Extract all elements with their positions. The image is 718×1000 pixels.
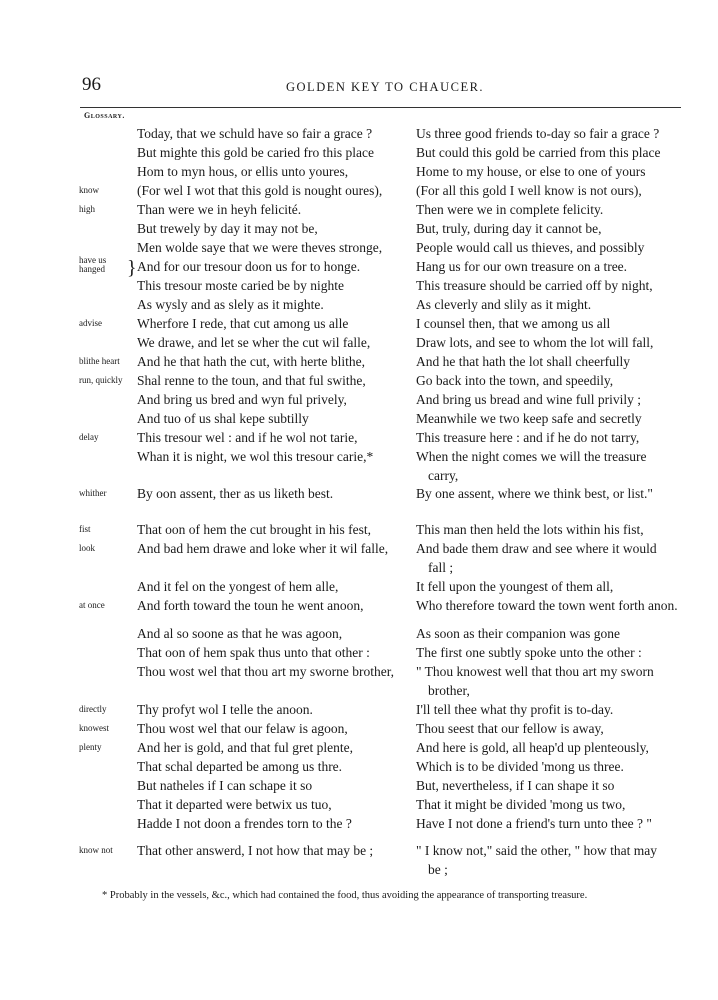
verse-row	[0, 579, 718, 597]
verse-row	[0, 354, 718, 372]
original-verse-line: Whan it is night, we wol this tresour carie,*	[137, 449, 374, 464]
original-verse-line: And tuo of us shal kepe subtilly	[137, 411, 309, 426]
original-verse-line: By oon assent, ther as us liketh best.	[137, 486, 334, 501]
original-verse-line: (For wel I wot that this gold is nought oures),	[137, 183, 383, 198]
verse-row	[0, 645, 718, 663]
modern-verse-line: This treasure here : and if he do not tarry,	[416, 430, 640, 445]
original-verse-line: But natheles if I can schape it so	[137, 778, 313, 793]
original-verse-line: That schal departed be among us thre.	[137, 759, 343, 774]
original-verse-line: And bring us bred and wyn ful prively,	[137, 392, 347, 407]
verse-row	[0, 626, 718, 644]
glossary-term: blithe heart	[79, 356, 120, 366]
modern-verse-line: Draw lots, and see to whom the lot will fall,	[416, 335, 654, 350]
glossary-term: high	[79, 204, 96, 214]
modern-verse-line: I'll tell thee what thy profit is to-day.	[416, 702, 614, 717]
verse-row	[0, 221, 718, 239]
verse-row	[0, 202, 718, 220]
modern-verse-line: When the night comes we will the treasure	[416, 449, 647, 464]
verse-row	[0, 183, 718, 201]
original-verse-line: And he that hath the cut, with herte blithe,	[137, 354, 365, 369]
modern-verse-line: Us three good friends to-day so fair a grace ?	[416, 126, 660, 141]
modern-verse-line: " Thou knowest well that thou art my sworn	[416, 664, 654, 679]
glossary-term: directly	[79, 704, 107, 714]
original-verse-line: But trewely by day it may not be,	[137, 221, 318, 236]
modern-verse-line: People would call us thieves, and possibly	[416, 240, 645, 255]
verse-row	[0, 721, 718, 739]
modern-verse-line: I counsel then, that we among us all	[416, 316, 611, 331]
footnote: * Probably in the vessels, &c., which had contained the food, thus avoiding the appearance of transporting treasure.	[102, 890, 588, 901]
original-verse-line: This tresour wel : and if he wol not tarie,	[137, 430, 358, 445]
original-verse-line: That oon of hem the cut brought in his fest,	[137, 522, 371, 537]
original-verse-line: Hom to myn hous, or ellis unto youres,	[137, 164, 349, 179]
verse-row	[0, 664, 718, 698]
original-verse-line: Than were we in heyh felicité.	[137, 202, 302, 217]
verse-row	[0, 486, 718, 504]
glossary-term: run, quickly	[79, 375, 123, 385]
modern-verse-line: And bade them draw and see where it would	[416, 541, 657, 556]
modern-verse-line: " I know not," said the other, " how that may	[416, 843, 657, 858]
glossary-term: have us hanged	[79, 255, 107, 274]
modern-verse-line: It fell upon the youngest of them all,	[416, 579, 614, 594]
glossary-term: know	[79, 185, 99, 195]
modern-verse-line: By one assent, where we think best, or list."	[416, 486, 653, 501]
verse-row	[0, 240, 718, 258]
glossary-term: know not	[79, 845, 113, 855]
glossary-term: knowest	[79, 723, 109, 733]
modern-verse-line: Which is to be divided 'mong us three.	[416, 759, 624, 774]
verse-row	[0, 373, 718, 391]
original-verse-line: Thy profyt wol I telle the anoon.	[137, 702, 313, 717]
verse-row	[0, 759, 718, 777]
modern-verse-line: But, nevertheless, if I can shape it so	[416, 778, 615, 793]
verse-row	[0, 164, 718, 182]
original-verse-line: And it fel on the yongest of hem alle,	[137, 579, 339, 594]
page-number: 96	[82, 74, 101, 95]
original-verse-line: Men wolde saye that we were theves stronge,	[137, 240, 383, 255]
header-rule	[80, 107, 681, 108]
glossary-term: whither	[79, 488, 107, 498]
verse-row	[0, 430, 718, 448]
original-verse-line: Thou wost wel that our felaw is agoon,	[137, 721, 348, 736]
glossary-term: plenty	[79, 742, 102, 752]
verse-row	[0, 797, 718, 815]
verse-row	[0, 541, 718, 575]
glossary-term: delay	[79, 432, 99, 442]
verse-row	[0, 145, 718, 163]
glossary-term: look	[79, 543, 96, 553]
verse-row	[0, 411, 718, 429]
modern-verse-continuation: fall ;	[428, 560, 454, 575]
modern-verse-line: The first one subtly spoke unto the other :	[416, 645, 642, 660]
original-verse-line: But mighte this gold be caried fro this place	[137, 145, 374, 160]
modern-verse-line: Then were we in complete felicity.	[416, 202, 604, 217]
verse-row	[0, 702, 718, 720]
original-verse-line: And her is gold, and that ful gret plente,	[137, 740, 353, 755]
original-verse-line: Thou wost wel that thou art my sworne brother,	[137, 664, 395, 679]
verse-row	[0, 598, 718, 616]
modern-verse-continuation: be ;	[428, 862, 448, 877]
modern-verse-line: Hang us for our own treasure on a tree.	[416, 259, 628, 274]
verse-row	[0, 126, 718, 144]
original-verse-line: Wherfore I rede, that cut among us alle	[137, 316, 349, 331]
verse-row	[0, 778, 718, 796]
modern-verse-line: That it might be divided 'mong us two,	[416, 797, 626, 812]
modern-verse-line: And he that hath the lot shall cheerfully	[416, 354, 631, 369]
running-head: GOLDEN KEY TO CHAUCER.	[286, 80, 485, 94]
verse-row	[0, 843, 718, 877]
modern-verse-line: This treasure should be carried off by night,	[416, 278, 653, 293]
modern-verse-line: This man then held the lots within his fist,	[416, 522, 644, 537]
glossary-heading: Glossary.	[84, 111, 125, 120]
modern-verse-line: Go back into the town, and speedily,	[416, 373, 614, 388]
original-verse-line: That it departed were betwix us tuo,	[137, 797, 332, 812]
glossary-term: advise	[79, 318, 102, 328]
verse-row	[0, 740, 718, 758]
modern-verse-continuation: brother,	[428, 683, 470, 698]
original-verse-line: Today, that we schuld have so fair a grace ?	[137, 126, 373, 141]
brace-mark: }	[127, 257, 137, 279]
original-verse-line: Shal renne to the toun, and that ful swithe,	[137, 373, 366, 388]
verse-row	[0, 449, 718, 483]
modern-verse-line: Home to my house, or else to one of yours	[416, 164, 646, 179]
verse-row	[0, 297, 718, 315]
modern-verse-line: And here is gold, all heap'd up plenteously,	[416, 740, 649, 755]
modern-verse-line: But, truly, during day it cannot be,	[416, 221, 602, 236]
original-verse-line: And bad hem drawe and loke wher it wil falle,	[137, 541, 389, 556]
original-verse-line: That other answerd, I not how that may be ;	[137, 843, 374, 858]
glossary-term: at once	[79, 600, 105, 610]
modern-verse-continuation: carry,	[428, 468, 459, 483]
modern-verse-line: And bring us bread and wine full privily ;	[416, 392, 641, 407]
verse-row	[0, 335, 718, 353]
modern-verse-line: As cleverly and slily as it might.	[416, 297, 592, 312]
modern-verse-line: (For all this gold I well know is not ours),	[416, 183, 642, 198]
original-verse-line: And for our tresour doon us for to honge.	[137, 259, 361, 274]
original-verse-line: As wysly and as slely as it mighte.	[137, 297, 324, 312]
modern-verse-line: But could this gold be carried from this place	[416, 145, 661, 160]
original-verse-line: We drawe, and let se wher the cut wil falle,	[137, 335, 371, 350]
original-verse-line: That oon of hem spak thus unto that other :	[137, 645, 370, 660]
modern-verse-line: Meanwhile we two keep safe and secretly	[416, 411, 642, 426]
glossary-term: fist	[79, 524, 91, 534]
verse-row	[0, 816, 718, 834]
modern-verse-line: Have I not done a friend's turn unto thee ? "	[416, 816, 652, 831]
original-verse-line: Hadde I not doon a frendes torn to the ?	[137, 816, 352, 831]
verse-row	[0, 316, 718, 334]
original-verse-line: This tresour moste caried be by nighte	[137, 278, 344, 293]
original-verse-line: And forth toward the toun he went anoon,	[137, 598, 364, 613]
verse-row	[0, 278, 718, 296]
verse-row	[0, 522, 718, 540]
modern-verse-line: Thou seest that our fellow is away,	[416, 721, 604, 736]
verse-row	[0, 255, 718, 279]
modern-verse-line: As soon as their companion was gone	[416, 626, 620, 641]
original-verse-line: And al so soone as that he was agoon,	[137, 626, 343, 641]
modern-verse-line: Who therefore toward the town went forth anon.	[416, 598, 678, 613]
verse-row	[0, 392, 718, 410]
